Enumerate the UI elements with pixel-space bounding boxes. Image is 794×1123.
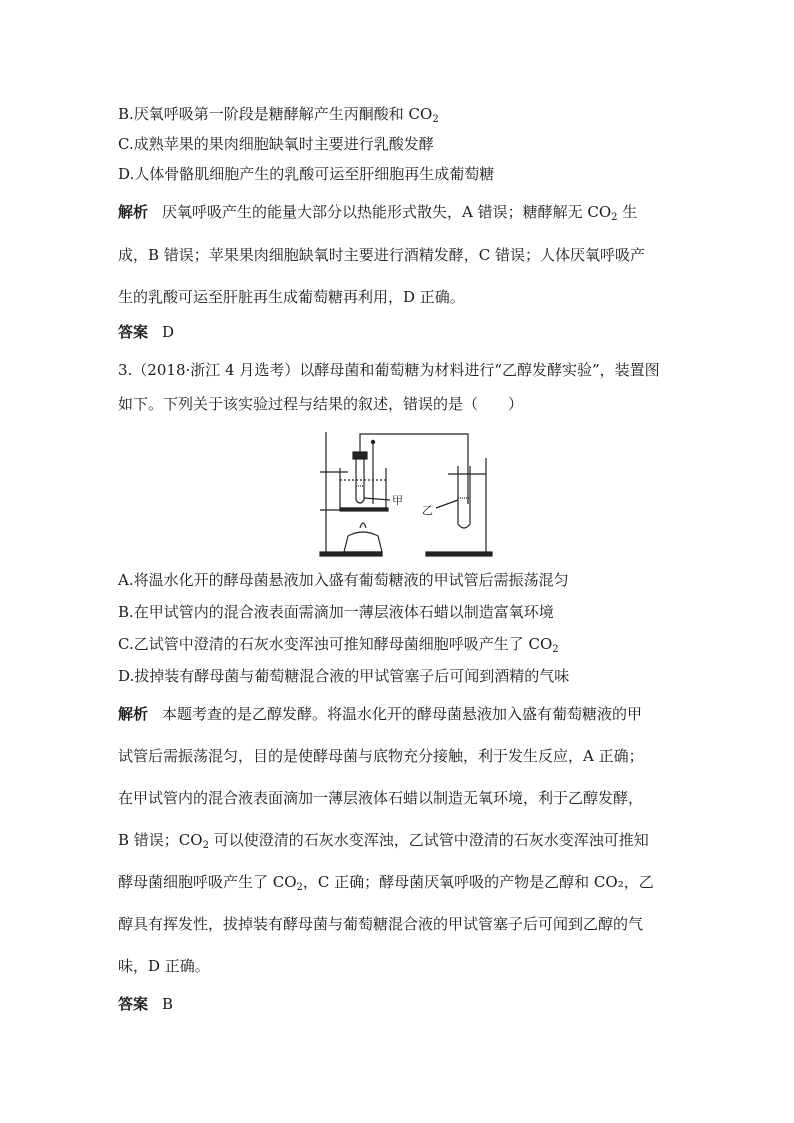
option-text: D.拔掉装有酵母菌与葡萄糖混合液的甲试管塞子后可闻到酒精的气味 bbox=[118, 667, 570, 685]
analysis-text: 试管后需振荡混匀，目的是使酵母菌与底物充分接触，利于发生反应，A 正确； bbox=[118, 747, 644, 765]
subscript: 2 bbox=[611, 212, 618, 223]
pointer-yi bbox=[436, 500, 458, 508]
analysis1-line-1 bbox=[118, 202, 637, 222]
analysis2-line-4 bbox=[118, 830, 649, 850]
analysis-text: 味，D 正确。 bbox=[118, 957, 210, 975]
analysis-text: 生的乳酸可运至肝脏再生成葡萄糖再利用，D 正确。 bbox=[118, 288, 465, 306]
subscript: 2 bbox=[202, 840, 209, 851]
option-text: C.成熟苹果的果肉细胞缺氧时主要进行乳酸发酵 bbox=[118, 135, 434, 153]
analysis2-line-2 bbox=[118, 746, 644, 766]
option-c bbox=[118, 634, 559, 654]
analysis-text: 成，B 错误；苹果果肉细胞缺氧时主要进行酒精发酵，C 错误；人体厌氧呼吸产 bbox=[118, 246, 646, 264]
analysis-text: 在甲试管内的混合液表面滴加一薄层液体石蜡以制造无氧环境，利于乙醇发酵， bbox=[118, 789, 644, 807]
label-jia: 甲 bbox=[392, 494, 403, 507]
option-b bbox=[118, 602, 554, 622]
analysis-text-tail: ，C 正确；酵母菌厌氧呼吸的产物是乙醇和 CO₂，乙 bbox=[302, 873, 654, 891]
analysis-text: 厌氧呼吸产生的能量大部分以热能形式散失，A 错误；糖酵解无 CO bbox=[162, 203, 612, 221]
analysis1-line-3 bbox=[118, 287, 465, 307]
analysis2-line-5 bbox=[118, 872, 654, 892]
question-text: 如下。下列关于该实验过程与结果的叙述，错误的是（ ） bbox=[118, 395, 524, 413]
answer-label: 答案 bbox=[118, 323, 149, 341]
answer2 bbox=[118, 994, 173, 1014]
analysis-text-tail: 可以使澄清的石灰水变浑浊，乙试管中澄清的石灰水变浑浊可推知 bbox=[208, 831, 649, 849]
analysis-text: 醇具有挥发性，拔掉装有酵母菌与葡萄糖混合液的甲试管塞子后可闻到乙醇的气 bbox=[118, 915, 644, 933]
apparatus-figure bbox=[318, 428, 494, 558]
analysis2-line-1 bbox=[118, 704, 642, 724]
option-text: A.将温水化开的酵母菌悬液加入盛有葡萄糖液的甲试管后需振荡混匀 bbox=[118, 571, 569, 589]
option-text: D.人体骨骼肌细胞产生的乳酸可运至肝细胞再生成葡萄糖 bbox=[118, 165, 495, 183]
flame bbox=[360, 523, 366, 528]
right-stand-base bbox=[426, 552, 492, 556]
alcohol-lamp bbox=[344, 532, 382, 552]
answer-value: D bbox=[162, 323, 175, 341]
subscript: 2 bbox=[552, 644, 559, 655]
question3-line-2 bbox=[118, 394, 523, 414]
option-d bbox=[118, 666, 569, 686]
option-text: B.厌氧呼吸第一阶段是糖酵解产生丙酮酸和 CO bbox=[118, 105, 433, 123]
label-yi: 乙 bbox=[422, 504, 433, 517]
answer1 bbox=[118, 322, 174, 342]
option-text: C.乙试管中澄清的石灰水变浑浊可推知酵母菌细胞呼吸产生了 CO bbox=[118, 635, 553, 653]
analysis1-line-2 bbox=[118, 245, 645, 265]
option-c-prev bbox=[118, 134, 434, 154]
subscript: 2 bbox=[432, 114, 439, 125]
option-a bbox=[118, 570, 569, 590]
delivery-tube bbox=[360, 434, 468, 504]
option-d-prev bbox=[118, 164, 494, 184]
analysis-label: 解析 bbox=[118, 203, 149, 221]
analysis2-line-7 bbox=[118, 956, 210, 976]
analysis-text: 本题考查的是乙醇发酵。将温水化开的酵母菌悬液加入盛有葡萄糖液的甲 bbox=[162, 705, 643, 723]
analysis2-line-6 bbox=[118, 914, 643, 934]
subscript: 2 bbox=[296, 882, 303, 893]
analysis-text: 酵母菌细胞呼吸产生了 CO bbox=[118, 873, 297, 891]
answer-label: 答案 bbox=[118, 995, 149, 1013]
option-b-prev bbox=[118, 104, 439, 124]
stopper-jia bbox=[353, 452, 367, 459]
question3-line-1 bbox=[118, 360, 660, 380]
analysis-text: B 错误；CO bbox=[118, 831, 203, 849]
analysis-text-tail: 生 bbox=[617, 203, 638, 221]
option-text: B.在甲试管内的混合液表面需滴加一薄层液体石蜡以制造富氧环境 bbox=[118, 603, 554, 621]
analysis2-line-3 bbox=[118, 788, 643, 808]
answer-value: B bbox=[162, 995, 174, 1013]
analysis-label: 解析 bbox=[118, 705, 149, 723]
question-text: 3.（2018·浙江 4 月选考）以酵母菌和葡萄糖为材料进行“乙醇发酵实验”，装置图 bbox=[118, 361, 660, 379]
